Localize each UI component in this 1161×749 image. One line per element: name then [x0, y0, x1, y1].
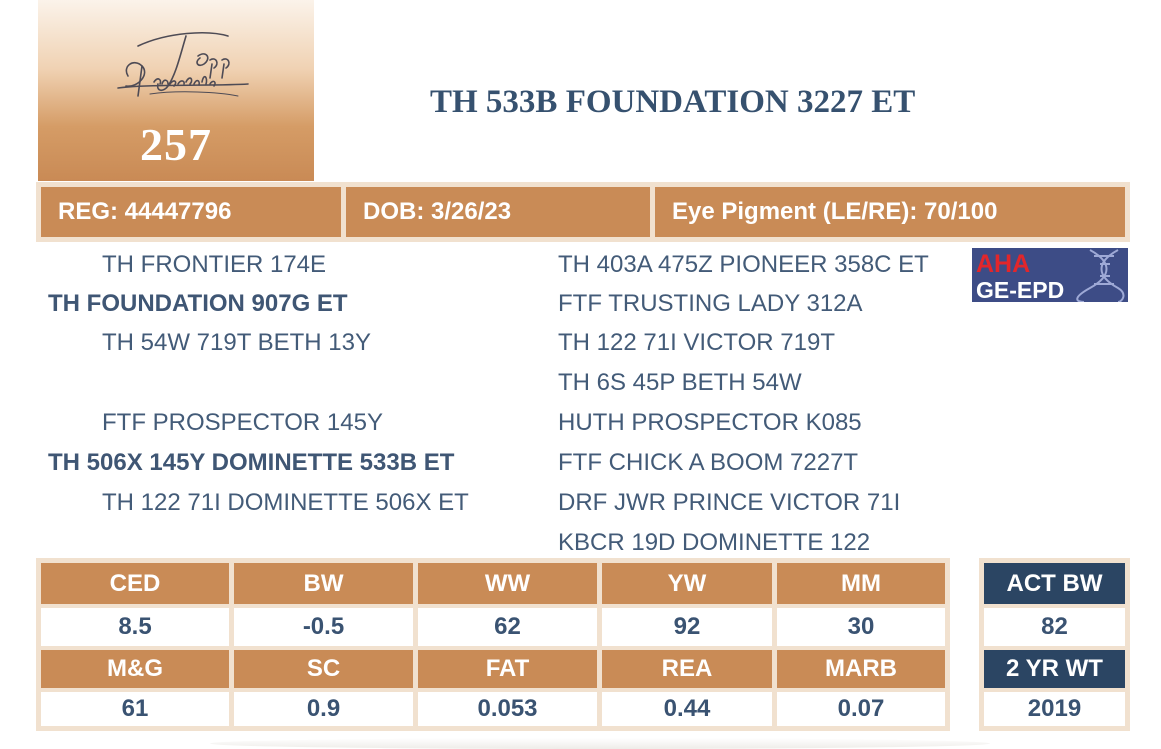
badge-bottom-text: GE-EPD [976, 277, 1065, 302]
epd-value-mg: 61 [41, 692, 229, 726]
dna-helix-icon [972, 248, 1128, 302]
dam-dam: TH 122 71I DOMINETTE 506X ET [102, 489, 469, 516]
epd-header-rea: REA [602, 650, 772, 688]
epd-value-ced: 8.5 [41, 608, 229, 646]
eye-pigment: Eye Pigment (LE/RE): 70/100 [655, 187, 1125, 237]
epd-header-ced: CED [41, 563, 229, 604]
epd-table [36, 558, 950, 731]
epd-value-rea: 0.44 [602, 692, 772, 726]
act-bw-value: 82 [984, 608, 1125, 646]
sire-sire-dam: FTF TRUSTING LADY 312A [558, 290, 863, 317]
epd-value-marb: 0.07 [777, 692, 945, 726]
sire-dam-dam: TH 6S 45P BETH 54W [558, 369, 802, 396]
info-bar [36, 182, 1130, 242]
sire: TH FOUNDATION 907G ET [48, 290, 348, 317]
epd-header-mm: MM [777, 563, 945, 604]
sire-dam: TH 54W 719T BETH 13Y [102, 329, 371, 356]
epd-value-yw: 92 [602, 608, 772, 646]
bottom-shadow [210, 738, 990, 749]
dam-dam-sire: DRF JWR PRINCE VICTOR 71I [558, 489, 901, 516]
epd-header-mg: M&G [41, 650, 229, 688]
epd-header-fat: FAT [418, 650, 597, 688]
sire-dam-sire: TH 122 71I VICTOR 719T [558, 329, 836, 356]
reg-number: REG: 44447796 [41, 187, 341, 237]
badge-top-text: AHA [976, 250, 1031, 278]
dam-sire: FTF PROSPECTOR 145Y [102, 409, 383, 436]
epd-header-marb: MARB [777, 650, 945, 688]
dam-sire-dam: FTF CHICK A BOOM 7227T [558, 449, 859, 476]
act-bw-label: ACT BW [984, 563, 1125, 604]
epd-value-ww: 62 [418, 608, 597, 646]
epd-header-bw: BW [234, 563, 413, 604]
date-of-birth: DOB: 3/26/23 [346, 187, 650, 237]
dam-sire-sire: HUTH PROSPECTOR K085 [558, 409, 862, 436]
epd-header-sc: SC [234, 650, 413, 688]
lot-number: 257 [140, 119, 212, 170]
dam-dam-dam: KBCR 19D DOMINETTE 122 [558, 529, 871, 556]
animal-name: TH 533B FOUNDATION 3227 ET [430, 84, 916, 120]
two-yr-wt-label: 2 YR WT [984, 650, 1125, 688]
aha-ge-epd-badge [972, 248, 1128, 302]
logo-block [38, 0, 314, 181]
epd-header-yw: YW [602, 563, 772, 604]
topp-herefords-logo [98, 26, 258, 108]
two-yr-wt-value: 2019 [984, 692, 1125, 726]
epd-header-ww: WW [418, 563, 597, 604]
epd-value-bw: -0.5 [234, 608, 413, 646]
sire-sire-sire: TH 403A 475Z PIONEER 358C ET [558, 251, 929, 278]
epd-value-sc: 0.9 [234, 692, 413, 726]
dam: TH 506X 145Y DOMINETTE 533B ET [48, 449, 455, 476]
weights-table [979, 558, 1130, 731]
epd-value-mm: 30 [777, 608, 945, 646]
sire-sire: TH FRONTIER 174E [102, 251, 327, 278]
epd-value-fat: 0.053 [418, 692, 597, 726]
